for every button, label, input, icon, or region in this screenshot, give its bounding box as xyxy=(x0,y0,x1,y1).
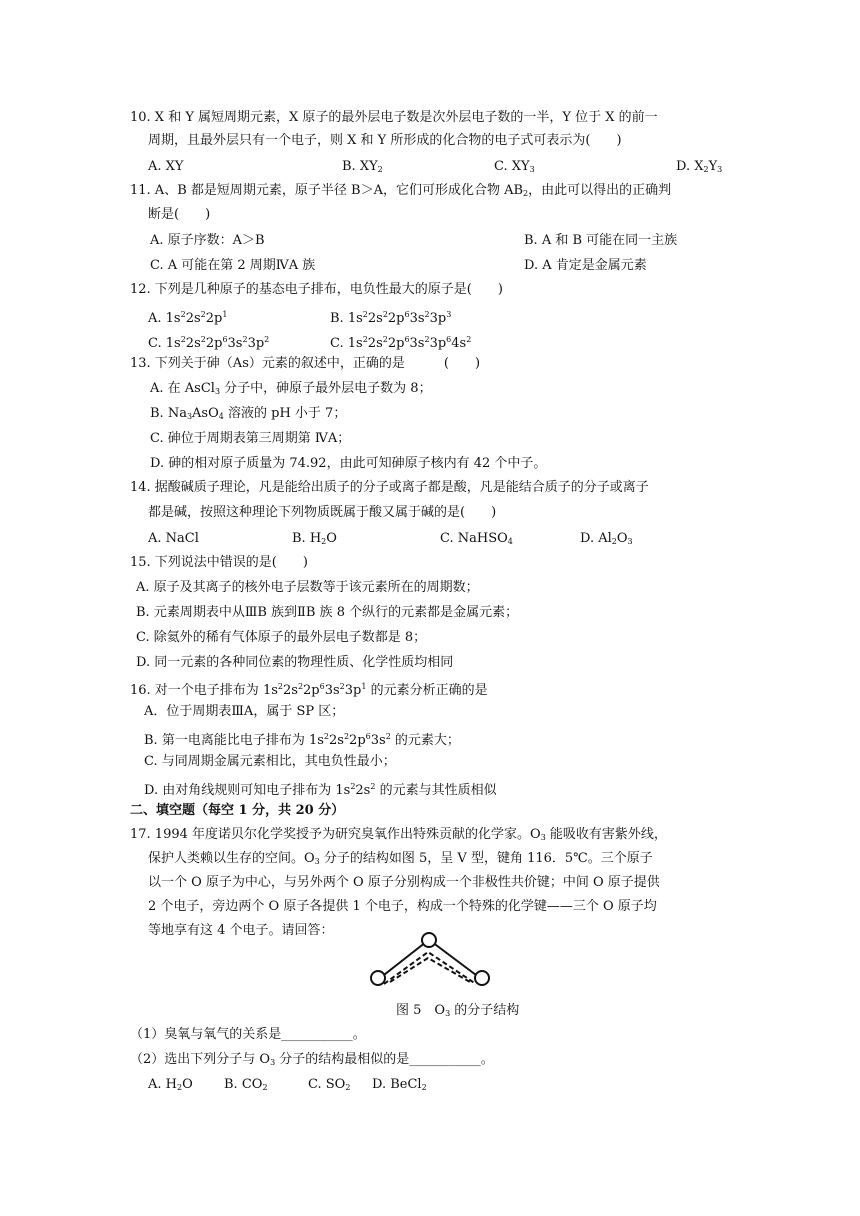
q12-option-b: B. $1s^22s^22p^63s^23p^3$ xyxy=(330,310,452,326)
q14-line2: 都是碱，按照这种理论下列物质既属于酸又属于碱的是( ) xyxy=(148,505,497,520)
q16-option-d: D. 由对角线规则可知电子排布为 $1s^22s^2$ 的元素与其性质相似 xyxy=(144,782,497,798)
q10-option-b: B. $XY_2$ xyxy=(342,159,383,174)
q11-line1: 11. A、B 都是短周期元素，原子半径 B＞A，它们可形成化合物 $AB_2$，由此可以得出的正确判 xyxy=(130,183,672,198)
q10-option-a: A. XY xyxy=(148,159,184,174)
q12-option-d: C. $1s^22s^22p^63s^23p^64s^2$ xyxy=(330,335,472,351)
q14-option-d: D. $Al_2O_3$ xyxy=(580,531,633,546)
bond-left xyxy=(380,942,426,978)
q17-line3: 以一个 O 原子为中心，与另外两个 O 原子分别构成一个非极性共价键；中间 O 原子提供 xyxy=(148,875,660,890)
q15-option-b: B. 元素周期表中从ⅢB 族到ⅡB 族 8 个纵行的元素都是金属元素； xyxy=(136,605,519,620)
oxygen-atom-right xyxy=(475,971,489,985)
q16-option-a: A．位于周期表ⅢA，属于 SP 区； xyxy=(144,704,345,719)
q10-option-c: C. $XY_3$ xyxy=(494,159,535,174)
delocalized-bond-outer xyxy=(384,952,476,984)
q13-option-d: D. 砷的相对原子质量为 74.92，由此可知砷原子核内有 42 个中子。 xyxy=(150,456,547,471)
q13-option-a: A. 在 AsCl$_3$ 分子中，砷原子最外层电子数为 8； xyxy=(150,381,432,396)
q14-line1: 14. 据酸碱质子理论，凡是能给出质子的分子或离子都是酸，凡是能结合质子的分子或离子 xyxy=(130,480,649,495)
q12-option-a: A. $1s^22s^22p^1$ xyxy=(148,310,228,326)
q15-option-d: D. 同一元素的各种同位素的物理性质、化学性质均相同 xyxy=(136,655,454,670)
q16-stem: 16. 对一个电子排布为 $1s^22s^22p^63s^23p^1$ 的元素分析正确的是 xyxy=(130,682,488,698)
q17-sub1: （1）臭氧与氧气的关系是___________。 xyxy=(130,1027,366,1042)
q11-option-b: B. A 和 B 可能在同一主族 xyxy=(524,233,678,248)
q11-option-c: C. A 可能在第 2 周期ⅣA 族 xyxy=(150,258,316,273)
q13-option-b: B. $Na_3AsO_4$ 溶液的 pH 小于 7； xyxy=(150,406,347,421)
q10-option-d: D. $X_2Y_3$ xyxy=(676,159,723,174)
q15-option-c: C. 除氦外的稀有气体原子的最外层电子数都是 8； xyxy=(136,630,427,645)
q17-line5: 等地享有这 4 个电子。请回答： xyxy=(148,923,334,938)
q17-option-d: D. BeCl$_2$ xyxy=(372,1077,427,1092)
q17-line2: 保护人类赖以生存的空间。$O_3$ 分子的结构如图 5，呈 V 型，键角 116．5℃。三个原子 xyxy=(148,851,653,866)
q13-option-c: C. 砷位于周期表第三周期第 ⅣA； xyxy=(150,431,351,446)
q10-line1: 10. X 和 Y 属短周期元素，X 原子的最外层电子数是次外层电子数的一半，Y 位于 X 的前一 xyxy=(130,110,658,125)
q16-option-c: C. 与同周期金属元素相比，其电负性最小； xyxy=(144,754,396,769)
q12-option-c: C. $1s^22s^22p^63s^23p^2$ xyxy=(148,335,270,351)
q12-stem: 12. 下列是几种原子的基态电子排布，电负性最大的原子是( ) xyxy=(130,282,503,297)
q17-option-a: A. $H_2O$ xyxy=(148,1077,193,1092)
q17-option-c: C. $SO_2$ xyxy=(308,1077,351,1092)
oxygen-atom-center xyxy=(422,933,436,947)
q17-option-b: B. $CO_2$ xyxy=(224,1077,268,1092)
q15-option-a: A. 原子及其离子的核外电子层数等于该元素所在的周期数； xyxy=(136,580,479,595)
q14-option-c: C. NaHSO$_4$ xyxy=(440,531,513,546)
q17-line1: 17. 1994 年度诺贝尔化学奖授予为研究臭氧作出特殊贡献的化学家。$O_3$ 能吸收有害紫外线， xyxy=(130,827,667,842)
q17-sub2: （2）选出下列分子与 $O_3$ 分子的结构最相似的是___________。 xyxy=(130,1052,494,1067)
q11-line2: 断是( ) xyxy=(148,207,211,222)
q10-line2: 周期，且最外层只有一个电子，则 X 和 Y 所形成的化合物的电子式可表示为( ) xyxy=(148,133,622,148)
q11-option-a: A. 原子序数：A＞B xyxy=(150,233,265,248)
section-heading: 二、填空题（每空 1 分，共 20 分） xyxy=(130,803,345,818)
q11-option-d: D. A 肯定是金属元素 xyxy=(524,258,647,273)
oxygen-atom-left xyxy=(371,971,385,985)
q13-stem: 13. 下列关于砷（As）元素的叙述中，正确的是 ( ) xyxy=(130,356,481,371)
figure-caption: 图 5 $O_3$ 的分子结构 xyxy=(396,1003,520,1018)
q14-option-a: A. NaCl xyxy=(148,531,199,546)
ozone-molecule-figure xyxy=(366,930,496,992)
q14-option-b: B. $H_2O$ xyxy=(292,531,337,546)
q17-line4: 2 个电子，旁边两个 O 原子各提供 1 个电子，构成一个特殊的化学键——三个 O 原子均 xyxy=(148,899,657,914)
q16-option-b: B. 第一电离能比电子排布为 $1s^22s^22p^63s^2$ 的元素大； xyxy=(144,732,460,748)
q15-stem: 15. 下列说法中错误的是( ) xyxy=(130,555,308,570)
